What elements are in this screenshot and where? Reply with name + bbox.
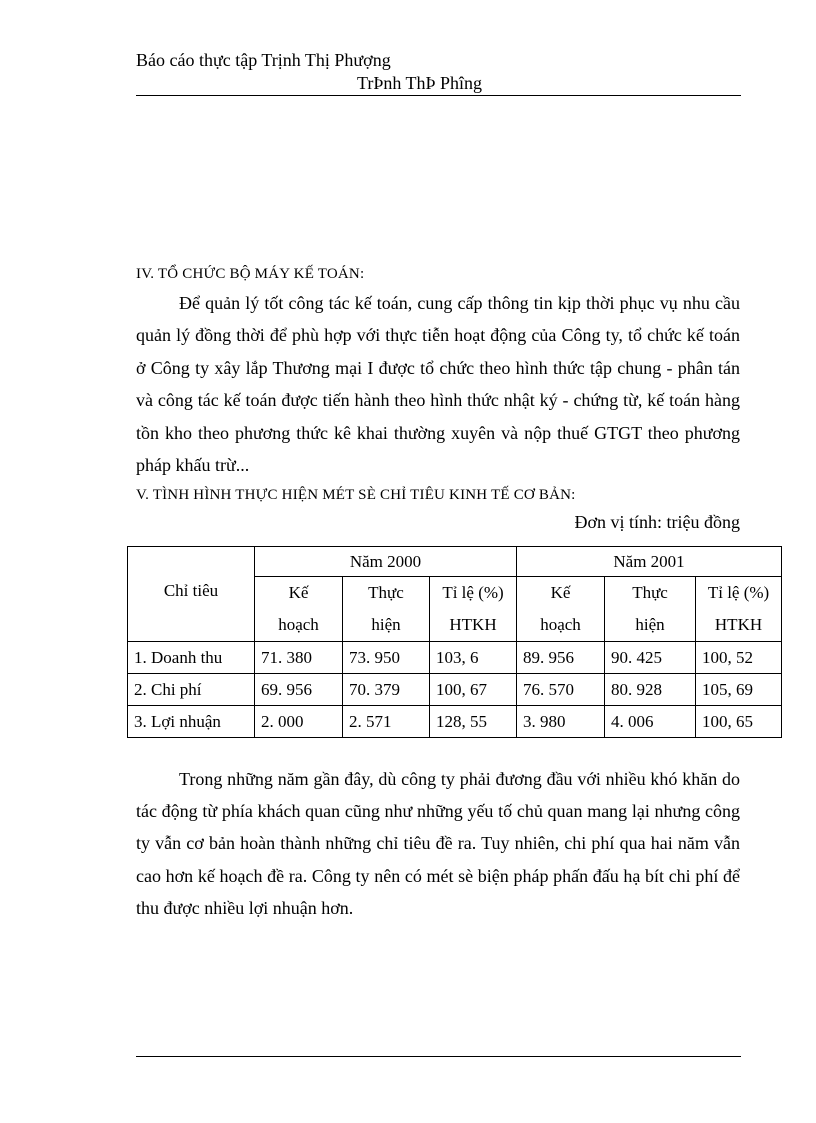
subheader-line: hiện xyxy=(635,615,665,634)
header-divider xyxy=(136,95,741,96)
table-row xyxy=(128,706,782,738)
subheader-line: hoạch xyxy=(540,615,581,634)
subheader-line: HTKH xyxy=(449,615,497,634)
subheader-cell xyxy=(255,577,343,642)
table-cell: 71. 380 xyxy=(255,642,343,674)
subheader-cell xyxy=(343,577,430,642)
subheader-line: hiện xyxy=(371,615,401,634)
table-cell: 100, 65 xyxy=(696,706,782,738)
subheader-line: Kế xyxy=(550,583,571,602)
row-label: 1. Doanh thu xyxy=(128,642,255,674)
table-cell: 4. 006 xyxy=(605,706,696,738)
year-header-2000: Năm 2000 xyxy=(255,547,517,577)
table-cell: 128, 55 xyxy=(430,706,517,738)
section-5-title: V. TÌNH HÌNH THỰC HIỆN MÉT SÈ CHỈ TIÊU KINH TẾ CƠ BẢN: xyxy=(136,487,576,503)
table-row xyxy=(128,642,782,674)
table-cell: 100, 67 xyxy=(430,674,517,706)
conclusion-paragraph: Trong những năm gần đây, dù công ty phải đương đầu với nhiều khó khăn do tác động từ phía khách quan cũng như những yếu tố chủ quan mang lại nhưng công ty vẫn cơ bản hoàn thành những chỉ tiêu đề ra. Tuy nhiên, chi phí qua hai năm vẫn cao hơn kế hoạch đề ra. Công ty nên có mét sè biện pháp phấn đấu hạ bít chi phí để thu được nhiều lợi nhuận hơn. xyxy=(136,769,740,918)
subheader-cell xyxy=(430,577,517,642)
subheader-cell xyxy=(517,577,605,642)
table-cell: 89. 956 xyxy=(517,642,605,674)
subheader-line: Kế xyxy=(288,583,309,602)
table-cell: 2. 000 xyxy=(255,706,343,738)
subheader-line: Tỉ lệ (%) xyxy=(442,583,504,602)
indicators-table xyxy=(127,546,782,738)
subheader-cell xyxy=(605,577,696,642)
subheader-cell xyxy=(696,577,782,642)
table-cell: 90. 425 xyxy=(605,642,696,674)
table-cell: 69. 956 xyxy=(255,674,343,706)
table-cell: 70. 379 xyxy=(343,674,430,706)
subheader-line: Thực xyxy=(368,583,404,602)
subheader-line: HTKH xyxy=(714,615,763,634)
subheader-line: hoạch xyxy=(278,615,319,634)
table-cell: 73. 950 xyxy=(343,642,430,674)
header-title: Báo cáo thực tập Trịnh Thị Phượng xyxy=(136,50,391,70)
table-row xyxy=(128,674,782,706)
row-label: 3. Lợi nhuận xyxy=(128,706,255,738)
table-header-row xyxy=(128,547,782,577)
row-header-cell: Chỉ tiêu xyxy=(128,547,255,642)
table-cell: 80. 928 xyxy=(605,674,696,706)
section-4-paragraph: Để quản lý tốt công tác kế toán, cung cấp thông tin kịp thời phục vụ nhu cầu quản lý đồng thời để phù hợp với thực tiễn hoạt động của Công ty, tổ chức kế toán ở Công ty xây lắp Thương mại I được tổ chức theo hình thức tập chung - phân tán và công tác kế toán được tiến hành theo hình thức nhật ký - chứng từ, kế toán hàng tồn kho theo phương thức kê khai thường xuyên và nộp thuế GTGT theo phương pháp khấu trừ... xyxy=(136,293,740,476)
table-cell: 2. 571 xyxy=(343,706,430,738)
header-author: TrÞnh ThÞ Phîng xyxy=(357,73,483,93)
row-label: 2. Chi phí xyxy=(128,674,255,706)
subheader-line: Thực xyxy=(632,583,668,602)
section-4-title: IV. TỔ CHỨC BỘ MÁY KẾ TOÁN: xyxy=(136,266,365,282)
table-cell: 100, 52 xyxy=(696,642,782,674)
unit-label: Đơn vị tính: triệu đồng xyxy=(574,512,740,532)
table-cell: 103, 6 xyxy=(430,642,517,674)
subheader-line: Tỉ lệ (%) xyxy=(707,583,770,602)
year-header-2001: Năm 2001 xyxy=(517,547,782,577)
table-cell: 76. 570 xyxy=(517,674,605,706)
table-cell: 105, 69 xyxy=(696,674,782,706)
table-cell: 3. 980 xyxy=(517,706,605,738)
footer-divider xyxy=(136,1056,741,1057)
